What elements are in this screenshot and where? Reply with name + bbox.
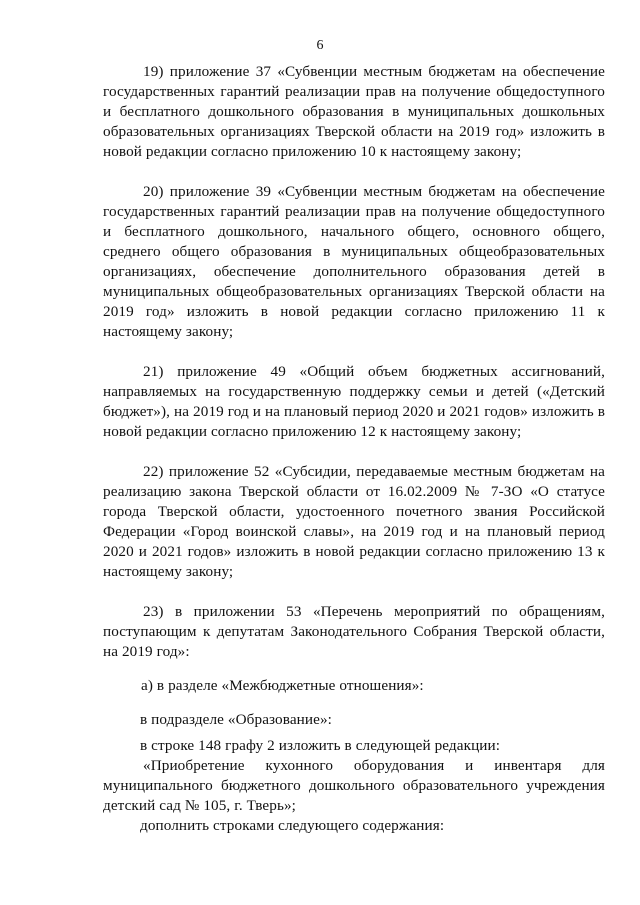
add-rows-instruction: дополнить строками следующего содержания: bbox=[140, 817, 445, 834]
document-body bbox=[103, 62, 605, 836]
quoted-text: «Приобретение кухонного оборудования и инвентаря для муниципального бюджетного дошкольного образовательного учреждения детский сад № 105, г. Тверь»; bbox=[103, 757, 605, 814]
paragraph-19: 19) приложение 37 «Субвенции местным бюджетам на обеспечение государственных гарантий реализации прав на получение общедоступного и бесплатного дошкольного образования в муниципальных дошкольных образовательных организациях Тверской области на 2019 год» изложить в новой редакции согласно приложению 10 к настоящему закону; bbox=[103, 63, 605, 160]
subsection-education: в подразделе «Образование»: bbox=[140, 711, 332, 728]
row-148-instruction: в строке 148 графу 2 изложить в следующей редакции: bbox=[140, 737, 501, 754]
subitem-a: а) в разделе «Межбюджетные отношения»: bbox=[141, 677, 424, 694]
paragraph-21: 21) приложение 49 «Общий объем бюджетных ассигнований, направляемых на государственную поддержку семьи и детей («Детский бюджет»), на 2019 год и на плановый период 2020 и 2021 годов» изложить в новой редакции согласно приложению 12 к настоящему закону; bbox=[103, 363, 605, 440]
page-number: 6 bbox=[316, 38, 324, 53]
paragraph-23: 23) в приложении 53 «Перечень мероприятий по обращениям, поступающим к депутатам Законодательного Собрания Тверской области, на 2019 год»: bbox=[103, 603, 605, 660]
paragraph-22: 22) приложение 52 «Субсидии, передаваемые местным бюджетам на реализацию закона Тверской области от 16.02.2009 № 7-ЗО «О статусе города Тверской области, удостоенного почетного звания Российской Федерации «Город воинской славы», на 2019 год и на плановый период 2020 и 2021 годов» изложить в новой редакции согласно приложению 13 к настоящему закону; bbox=[103, 463, 605, 580]
paragraph-20: 20) приложение 39 «Субвенции местным бюджетам на обеспечение государственных гарантий реализации прав на получение общедоступного и бесплатного дошкольного, начального общего, основного общего, среднего общего образования в муниципальных общеобразовательных организациях, обеспечение дополнительного образования детей в муниципальных общеобразовательных организациях Тверской области на 2019 год» изложить в новой редакции согласно приложению 11 к настоящему закону; bbox=[103, 183, 605, 340]
